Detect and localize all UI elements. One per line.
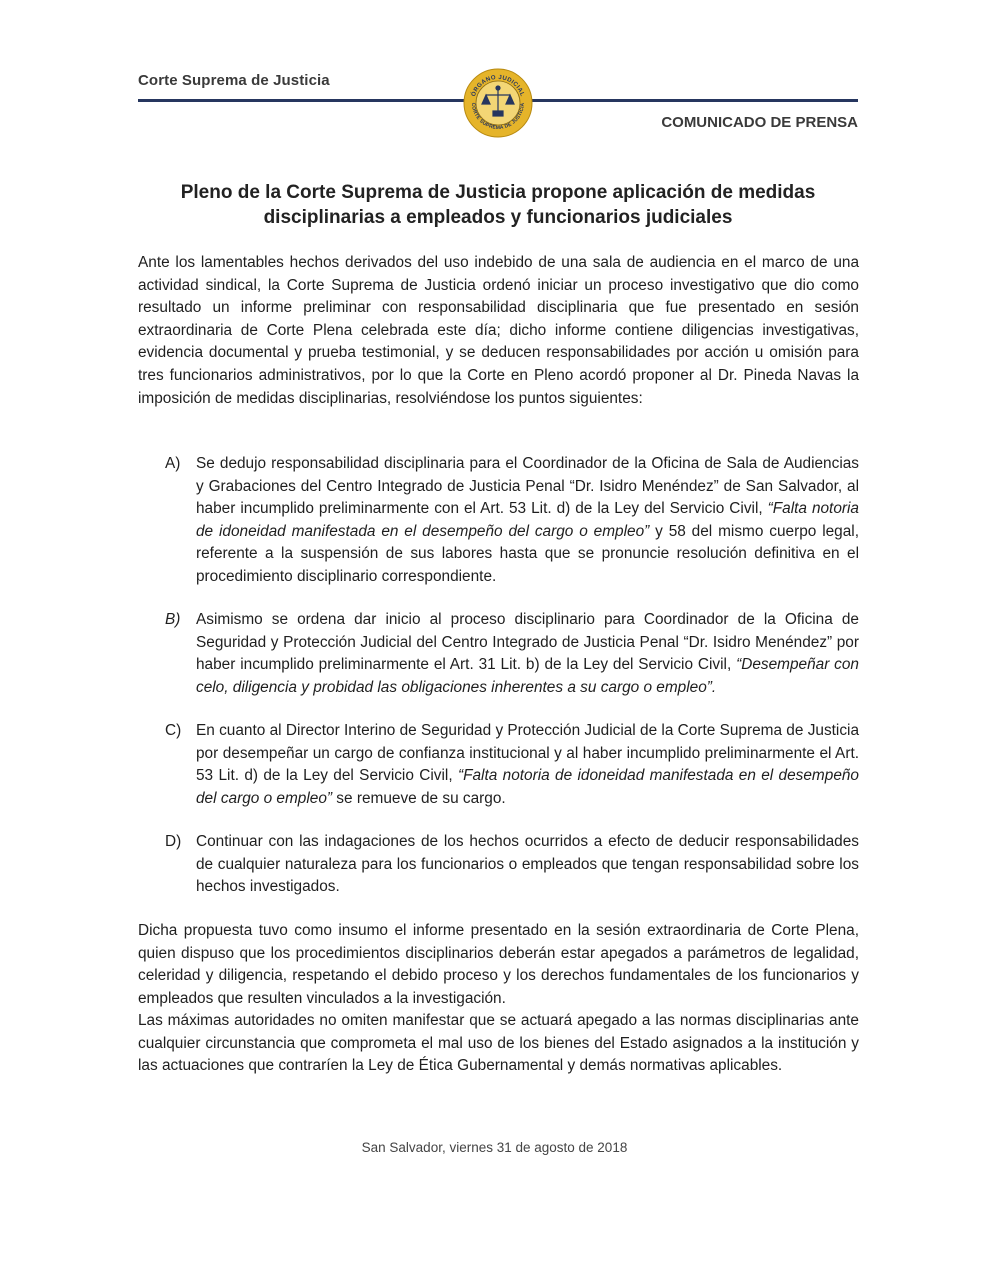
- list-item-d: [165, 831, 859, 899]
- closing-paragraph-2: Las máximas autoridades no omiten manifestar que se actuará apegado a las normas disciplinarias ante cualquier circunstancia que comprometa el mal uso de los bienes del Estado asignados a la institución y las actuaciones que contraríen la Ley de Ética Gubernamental y demás normativas aplicables.: [138, 1012, 859, 1075]
- list-item-text: Continuar con las indagaciones de los hechos ocurridos a efecto de deducir responsabilidades de cualquier naturaleza para los funcionarios o empleados que tengan responsabilidad sobre los hechos investigados.: [196, 833, 859, 896]
- quoted-law-text: “Falta notoria de idoneidad manifestada en el desempeño del cargo o empleo”: [196, 500, 859, 540]
- closing-paragraph-1: Dicha propuesta tuvo como insumo el informe presentado en la sesión extraordinaria de Corte Plena, quien dispuso que los procedimientos disciplinarios deberán estar apegados a parámetros de legalidad, celeridad y diligencia, respetando el debido proceso y los derechos fundamentales de los funcionarios y empleados que resulten vinculados a la investigación.: [138, 922, 859, 1007]
- headline-line-2: disciplinarias a empleados y funcionarios judiciales: [263, 207, 733, 228]
- place-and-date: San Salvador, viernes 31 de agosto de 2018: [361, 1140, 628, 1155]
- list-item-b: [165, 609, 859, 699]
- org-name: Corte Suprema de Justicia: [138, 72, 330, 89]
- quoted-law-text: “Desempeñar con celo, diligencia y probidad las obligaciones inherentes a su cargo o empleo”.: [196, 656, 859, 696]
- headline: [138, 180, 858, 230]
- headline-line-1: Pleno de la Corte Suprema de Justicia propone aplicación de medidas: [180, 182, 816, 203]
- list-item-letter: C): [165, 722, 182, 739]
- seal-bottom-text: CORTE SUPREMA DE JUSTICIA: [469, 102, 527, 132]
- list-item-letter: D): [165, 833, 182, 850]
- list-item-text: Asimismo se ordena dar inicio al proceso disciplinario para Coordinador de la Oficina de Seguridad y Protección Judicial del Centro Integrado de Justicia Penal “Dr. Isidro Menéndez” por haber incumplido preliminarmente el Art. 31 Lit. b) de la Ley del Servicio Civil, “Desempeñar con celo, diligencia y probidad las obligaciones inherentes a su cargo o empleo”.: [196, 611, 859, 696]
- list-item-letter: B): [165, 611, 181, 628]
- quoted-law-text: “Falta notoria de idoneidad manifestada en el desempeño del cargo o empleo”: [196, 767, 859, 807]
- list-item-text: En cuanto al Director Interino de Seguridad y Protección Judicial de la Corte Suprema de Justicia por desempeñar un cargo de confianza institucional y al haber incumplido preliminarmente el Art. 53 Lit. d) de la Ley del Servicio Civil, “Falta notoria de idoneidad manifestada en el desempeño del cargo o empleo” se remueve de su cargo.: [196, 722, 860, 807]
- list-item-letter: A): [165, 455, 181, 472]
- court-seal-logo: [462, 67, 534, 139]
- press-release-label: COMUNICADO DE PRENSA: [661, 114, 858, 131]
- intro-paragraph: Ante los lamentables hechos derivados del uso indebido de una sala de audiencia en el marco de una actividad sindical, la Corte Suprema de Justicia ordenó iniciar un proceso investigativo que dio como resultado un informe preliminar con responsabilidad disciplinaria que fue presentado en sesión extraordinaria de Corte Plena celebrada este día; dicho informe contiene diligencias investigativas, evidencia documental y prueba testimonial, y se deducen responsabilidades por acción u omisión para tres funcionarios administrativos, por lo que la Corte en Pleno acordó proponer al Dr. Pineda Navas la imposición de medidas disciplinarias, resolviéndose los puntos siguientes:: [138, 254, 859, 407]
- list-item-a: [165, 453, 859, 589]
- seal-top-text: ÓRGANO JUDICIAL: [470, 74, 526, 98]
- list-item-c: [165, 720, 859, 810]
- list-item-text: Se dedujo responsabilidad disciplinaria para el Coordinador de la Oficina de Sala de Audiencias y Grabaciones del Centro Integrado de Justicia Penal “Dr. Isidro Menéndez” de San Salvador, al haber incumplido preliminarmente con el Art. 53 Lit. d) de la Ley del Servicio Civil, “Falta notoria de idoneidad manifestada en el desempeño del cargo o empleo” y 58 del mismo cuerpo legal, referente a la suspensión de sus labores hasta que se pronuncie resolución definitiva en el procedimiento disciplinario correspondiente.: [196, 455, 859, 585]
